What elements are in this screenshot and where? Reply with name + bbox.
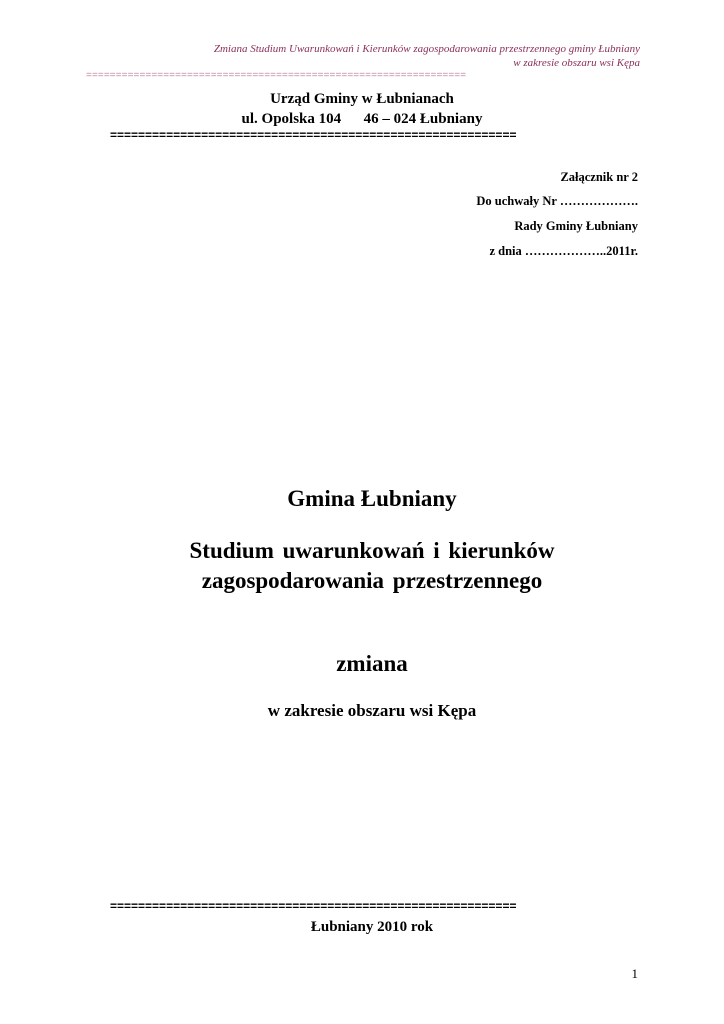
page-number: 1 bbox=[631, 966, 638, 981]
office-name: Urząd Gminy w Łubnianach bbox=[270, 91, 454, 107]
running-header-rule: ================================================================ bbox=[86, 71, 467, 81]
municipality-title: Gmina Łubniany bbox=[287, 486, 457, 511]
study-title-line2: zagospodarowania przestrzennego bbox=[201, 568, 543, 593]
study-title-line1: Studium uwarunkowań i kierunków bbox=[189, 538, 555, 563]
running-header-line1: Zmiana Studium Uwarunkowań i Kierunków zagospodarowania przestrzennego gminy Łubniany bbox=[213, 43, 640, 55]
footer-rule: ========================================================== bbox=[110, 900, 517, 912]
office-address: ul. Opolska 104 46 – 024 Łubniany bbox=[241, 111, 483, 127]
scope-subtitle: w zakresie obszaru wsi Kępa bbox=[267, 701, 477, 720]
change-title: zmiana bbox=[336, 651, 408, 676]
annex-council: Rady Gminy Łubniany bbox=[514, 219, 638, 233]
study-title bbox=[0, 536, 724, 596]
annex-number: Załącznik nr 2 bbox=[560, 170, 638, 184]
footer-place-year: Łubniany 2010 rok bbox=[310, 919, 434, 935]
running-header-line2: w zakresie obszaru wsi Kępa bbox=[513, 57, 640, 69]
annex-date: z dnia ………………..2011r. bbox=[489, 244, 638, 258]
annex-resolution: Do uchwały Nr ………………. bbox=[476, 194, 638, 208]
office-rule: ========================================================== bbox=[110, 129, 517, 141]
